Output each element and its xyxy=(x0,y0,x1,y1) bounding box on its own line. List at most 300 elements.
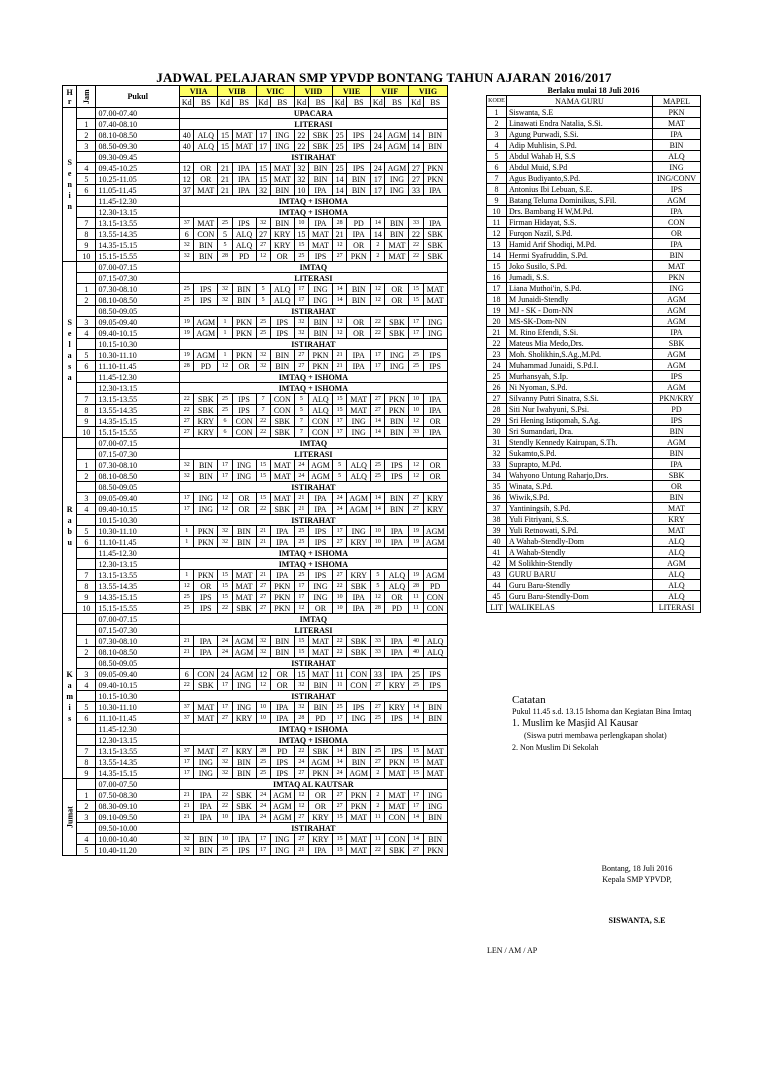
time-cell: 10.15-10.30 xyxy=(96,515,180,526)
teacher-name: GURU BARU xyxy=(507,569,653,580)
subject-cell: CON xyxy=(347,669,371,680)
kd-cell: 32 xyxy=(180,471,194,482)
kd-cell: 22 xyxy=(218,603,232,614)
kd-cell: 25 xyxy=(256,328,270,339)
subject-cell: MAT xyxy=(385,790,409,801)
kd-cell: 10 xyxy=(371,537,385,548)
subject-cell: ING xyxy=(309,581,333,592)
kd-cell: 1 xyxy=(218,328,232,339)
kd-cell: 27 xyxy=(409,163,423,174)
subject-cell: IPS xyxy=(385,471,409,482)
schedule-row xyxy=(63,636,486,647)
teacher-name: Hermi Syafruddin, S.Pd. xyxy=(507,250,653,261)
subject-cell: AGM xyxy=(270,790,294,801)
jam-cell xyxy=(77,548,96,559)
kd-cell: 17 xyxy=(409,801,423,812)
teacher-name: Joko Susilo, S.Pd. xyxy=(507,261,653,272)
kd-cell: 17 xyxy=(256,845,270,856)
kd-cell: 25 xyxy=(332,702,346,713)
teacher-code: 39 xyxy=(487,525,507,536)
kd-cell: 25 xyxy=(180,603,194,614)
subject-cell: BIN xyxy=(194,845,218,856)
time-cell: 11.45-12.30 xyxy=(96,548,180,559)
schedule-row xyxy=(63,262,486,273)
kd-cell: 21 xyxy=(180,647,194,658)
schedule-row xyxy=(63,790,486,801)
schedule-row xyxy=(63,746,486,757)
teacher-name: Abdul Muid, S.Pd xyxy=(507,162,653,173)
teacher-name: Agung Purwadi, S.Si. xyxy=(507,129,653,140)
subject-cell: OR xyxy=(385,284,409,295)
kd-cell: 28 xyxy=(332,218,346,229)
subject-cell: CON xyxy=(232,416,256,427)
schedule-row xyxy=(63,834,486,845)
kd-cell: 22 xyxy=(371,317,385,328)
kd-cell: 17 xyxy=(371,174,385,185)
subject-cell: SBK xyxy=(347,647,371,658)
teacher-row xyxy=(487,305,701,316)
subject-cell: IPA xyxy=(270,526,294,537)
subject-cell: ALQ xyxy=(270,284,294,295)
schedule-row xyxy=(63,130,486,141)
time-cell: 07.30-08.10 xyxy=(96,284,180,295)
kd-cell: 25 xyxy=(409,361,423,372)
notes-line: Pukul 11.45 s.d. 13.15 Ishoma dan Kegiatan Bina Imtaq xyxy=(512,707,692,716)
teacher-name: Wiwik,S.Pd. xyxy=(507,492,653,503)
kd-cell: 19 xyxy=(409,570,423,581)
kd-cell: 27 xyxy=(294,768,308,779)
jam-cell xyxy=(77,625,96,636)
jam-cell: 2 xyxy=(77,130,96,141)
subject-cell: MAT xyxy=(270,471,294,482)
subject-cell: BIN xyxy=(194,240,218,251)
teacher-row xyxy=(487,580,701,591)
kd-cell: 22 xyxy=(409,229,423,240)
teacher-header-row xyxy=(487,96,701,107)
kd-cell: 6 xyxy=(180,229,194,240)
time-cell: 12.30-13.15 xyxy=(96,383,180,394)
subject-cell: SBK xyxy=(385,317,409,328)
subject-cell: ALQ xyxy=(309,405,333,416)
subject-cell: IPA xyxy=(347,350,371,361)
subject-cell: PKN xyxy=(347,251,371,262)
kd-cell: 27 xyxy=(256,229,270,240)
schedule-row xyxy=(63,493,486,504)
subject-cell: ING xyxy=(347,713,371,724)
kd-cell: 15 xyxy=(218,130,232,141)
teacher-code: 40 xyxy=(487,536,507,547)
subject-cell: CON xyxy=(194,229,218,240)
teacher-row xyxy=(487,602,701,613)
kd-cell: 14 xyxy=(332,284,346,295)
kd-cell: 7 xyxy=(256,394,270,405)
kd-cell: 27 xyxy=(332,790,346,801)
kd-cell: 33 xyxy=(371,669,385,680)
subject-cell: SBK xyxy=(423,240,447,251)
teacher-row xyxy=(487,536,701,547)
teacher-row xyxy=(487,525,701,536)
time-cell: 09.40-10.15 xyxy=(96,328,180,339)
teacher-subject: SBK xyxy=(653,338,701,349)
kd-cell: 32 xyxy=(180,240,194,251)
jam-cell: 7 xyxy=(77,570,96,581)
teacher-subject: ALQ xyxy=(653,547,701,558)
subject-cell: BIN xyxy=(270,636,294,647)
teacher-name: Agus Budiyanto,S.Pd. xyxy=(507,173,653,184)
subject-cell: BIN xyxy=(347,746,371,757)
jam-cell xyxy=(77,559,96,570)
kd-cell: 24 xyxy=(371,141,385,152)
kd-cell: 27 xyxy=(256,592,270,603)
schedule-row xyxy=(63,284,486,295)
kd-cell: 21 xyxy=(218,185,232,196)
kd-cell: 17 xyxy=(218,471,232,482)
teacher-subject: ING xyxy=(653,283,701,294)
jam-cell xyxy=(77,482,96,493)
jam-cell xyxy=(77,779,96,790)
subject-cell: PKN xyxy=(347,801,371,812)
kd-header: Kd xyxy=(218,97,232,108)
subject-cell: MAT xyxy=(347,834,371,845)
kd-cell: 25 xyxy=(218,845,232,856)
time-cell: 10.25-11.05 xyxy=(96,174,180,185)
kd-cell: 6 xyxy=(180,669,194,680)
kd-cell: 27 xyxy=(332,537,346,548)
teacher-subject: ALQ xyxy=(653,569,701,580)
day-cell: K a m i s xyxy=(63,614,77,779)
time-cell: 08.50-09.05 xyxy=(96,658,180,669)
teacher-code: 5 xyxy=(487,151,507,162)
kd-cell: 14 xyxy=(409,702,423,713)
schedule-row xyxy=(63,152,486,163)
teacher-code: 21 xyxy=(487,327,507,338)
teacher-code: 11 xyxy=(487,217,507,228)
subject-cell: PD xyxy=(309,713,333,724)
kd-cell: 27 xyxy=(180,427,194,438)
subject-cell: MAT xyxy=(309,636,333,647)
jam-cell: 4 xyxy=(77,328,96,339)
kd-cell: 5 xyxy=(256,295,270,306)
teacher-subject: MAT xyxy=(653,261,701,272)
kd-cell: 5 xyxy=(332,471,346,482)
subject-cell: IPA xyxy=(232,812,256,823)
schedule-row xyxy=(63,779,486,790)
subject-cell: OR xyxy=(309,790,333,801)
teacher-subject: PKN xyxy=(653,107,701,118)
subject-cell: IPA xyxy=(194,647,218,658)
kd-cell: 22 xyxy=(256,416,270,427)
subject-cell: AGM xyxy=(347,493,371,504)
kd-cell: 25 xyxy=(218,405,232,416)
subject-cell: IPA xyxy=(423,394,447,405)
teacher-subject: PD xyxy=(653,404,701,415)
notes xyxy=(512,694,762,754)
subject-cell: KRY xyxy=(270,229,294,240)
time-cell: 10.40-11.20 xyxy=(96,845,180,856)
kd-cell: 22 xyxy=(332,636,346,647)
teacher-code: 10 xyxy=(487,206,507,217)
subject-cell: SBK xyxy=(270,427,294,438)
kd-cell: 27 xyxy=(409,174,423,185)
schedule-row xyxy=(63,438,486,449)
kd-cell: 25 xyxy=(218,218,232,229)
teacher-subject: MAT xyxy=(653,503,701,514)
schedule-row xyxy=(63,768,486,779)
jam-cell: 5 xyxy=(77,702,96,713)
teacher-name: A Wahab-Stendly xyxy=(507,547,653,558)
kd-cell: 2 xyxy=(371,240,385,251)
subject-cell: BIN xyxy=(270,350,294,361)
teacher-code: 19 xyxy=(487,305,507,316)
subject-cell: MAT xyxy=(347,812,371,823)
kd-cell: 24 xyxy=(332,504,346,515)
time-cell: 09.05-09.40 xyxy=(96,493,180,504)
schedule-row xyxy=(63,812,486,823)
time-cell: 10.15-10.30 xyxy=(96,691,180,702)
kd-cell: 32 xyxy=(294,680,308,691)
teacher-code: 3 xyxy=(487,129,507,140)
subject-cell: IPS xyxy=(194,603,218,614)
subject-cell: AGM xyxy=(385,130,409,141)
subject-cell: BIN xyxy=(309,680,333,691)
kd-cell: 40 xyxy=(180,141,194,152)
subject-cell: PD xyxy=(232,251,256,262)
kd-cell: 5 xyxy=(256,284,270,295)
jam-cell: 10 xyxy=(77,251,96,262)
kd-cell: 32 xyxy=(294,163,308,174)
kd-cell: 19 xyxy=(180,350,194,361)
subject-cell: IPS xyxy=(309,570,333,581)
subject-cell: BIN xyxy=(232,284,256,295)
class-header: VIIG xyxy=(409,86,447,97)
kd-cell: 15 xyxy=(409,757,423,768)
subject-cell: IPA xyxy=(194,790,218,801)
schedule-row xyxy=(63,658,486,669)
subject-cell: SBK xyxy=(232,801,256,812)
kd-cell: 12 xyxy=(409,416,423,427)
subject-cell: SBK xyxy=(309,141,333,152)
teacher-name: Adip Muhlisin, S.Pd. xyxy=(507,140,653,151)
kd-cell: 21 xyxy=(180,812,194,823)
kd-cell: 22 xyxy=(332,581,346,592)
kd-cell: 27 xyxy=(409,845,423,856)
kd-cell: 21 xyxy=(256,570,270,581)
time-cell: 07.00-07.40 xyxy=(96,108,180,119)
kd-cell: 10 xyxy=(218,834,232,845)
teacher-name: M Solikhin-Stendly xyxy=(507,558,653,569)
teacher-name: Liana Muthoi'in, S.Pd. xyxy=(507,283,653,294)
teacher-name: Siti Nur Iwahyuni, S.Psi. xyxy=(507,404,653,415)
break-bar: IMTAQ + ISHOMA xyxy=(180,207,448,218)
subject-cell: PKN xyxy=(423,163,447,174)
subject-cell: PD xyxy=(347,218,371,229)
subject-cell: MAT xyxy=(309,240,333,251)
jam-cell: 7 xyxy=(77,218,96,229)
subject-cell: ING xyxy=(347,427,371,438)
kd-cell: 15 xyxy=(256,174,270,185)
jam-cell: 6 xyxy=(77,537,96,548)
kd-cell: 25 xyxy=(294,570,308,581)
teacher-code: 7 xyxy=(487,173,507,184)
subject-cell: AGM xyxy=(270,812,294,823)
teacher-subject: IPA xyxy=(653,239,701,250)
time-cell: 10.30-11.10 xyxy=(96,350,180,361)
jam-cell: 5 xyxy=(77,174,96,185)
kd-cell: 11 xyxy=(332,669,346,680)
kd-cell: 12 xyxy=(332,240,346,251)
break-bar: ISTIRAHAT xyxy=(180,482,448,493)
subject-cell: IPA xyxy=(385,526,409,537)
kd-cell: 15 xyxy=(218,141,232,152)
subject-cell: BIN xyxy=(309,702,333,713)
time-cell: 07.00-07.15 xyxy=(96,614,180,625)
subject-cell: IPS xyxy=(270,317,294,328)
jam-cell: 2 xyxy=(77,801,96,812)
subject-cell: PKN xyxy=(232,317,256,328)
time-cell: 11.05-11.45 xyxy=(96,185,180,196)
subject-cell: IPA xyxy=(347,229,371,240)
schedule-row xyxy=(63,735,486,746)
teacher-row xyxy=(487,426,701,437)
teacher-name: MJ - SK - Dom-NN xyxy=(507,305,653,316)
kd-cell: 27 xyxy=(256,603,270,614)
jam-cell: 1 xyxy=(77,119,96,130)
teacher-subject: KRY xyxy=(653,514,701,525)
subject-cell: IPA xyxy=(309,218,333,229)
teacher-subject: AGM xyxy=(653,305,701,316)
subject-cell: AGM xyxy=(194,350,218,361)
subject-cell: MAT xyxy=(270,460,294,471)
subject-cell: ING xyxy=(232,702,256,713)
schedule-row xyxy=(63,207,486,218)
kd-cell: 25 xyxy=(256,768,270,779)
kd-cell: 10 xyxy=(409,394,423,405)
break-bar: LITERASI xyxy=(180,449,448,460)
teacher-header-row xyxy=(487,85,701,96)
kd-cell: 17 xyxy=(371,350,385,361)
kd-cell: 17 xyxy=(180,493,194,504)
subject-cell: ING xyxy=(309,295,333,306)
time-cell: 08.10-08.50 xyxy=(96,471,180,482)
kd-cell: 17 xyxy=(409,328,423,339)
schedule-row xyxy=(63,471,486,482)
bs-header: BS xyxy=(347,97,371,108)
class-header: VIIC xyxy=(256,86,294,97)
subject-cell: SBK xyxy=(309,746,333,757)
kd-cell: 27 xyxy=(294,812,308,823)
teacher-row xyxy=(487,327,701,338)
teacher-name: Siswanta, S.E xyxy=(507,107,653,118)
time-cell: 12.30-13.15 xyxy=(96,559,180,570)
break-bar: ISTIRAHAT xyxy=(180,823,448,834)
schedule-row xyxy=(63,229,486,240)
bs-header: BS xyxy=(385,97,409,108)
jam-cell: 6 xyxy=(77,185,96,196)
schedule-row xyxy=(63,251,486,262)
kd-cell: 10 xyxy=(332,592,346,603)
kd-cell: 7 xyxy=(256,405,270,416)
jam-cell: 10 xyxy=(77,427,96,438)
pukul-header: Pukul xyxy=(96,86,180,108)
jam-cell: 9 xyxy=(77,240,96,251)
time-cell: 14.35-15.15 xyxy=(96,768,180,779)
time-cell: 07.30-08.10 xyxy=(96,460,180,471)
kd-cell: 32 xyxy=(180,845,194,856)
kd-cell: 2 xyxy=(371,790,385,801)
subject-cell: MAT xyxy=(309,669,333,680)
time-cell: 10.30-11.10 xyxy=(96,702,180,713)
subject-cell: MAT xyxy=(423,768,447,779)
teacher-row xyxy=(487,448,701,459)
teacher-name: Yuli Fitriyani, S.S. xyxy=(507,514,653,525)
subject-cell: PD xyxy=(423,581,447,592)
kd-cell: 27 xyxy=(218,746,232,757)
teacher-subject: ALQ xyxy=(653,580,701,591)
subject-cell: ING xyxy=(194,757,218,768)
kd-cell: 21 xyxy=(256,526,270,537)
subject-cell: MAT xyxy=(423,757,447,768)
class-header: VIIA xyxy=(180,86,218,97)
time-cell: 12.30-13.15 xyxy=(96,207,180,218)
kd-cell: 14 xyxy=(332,174,346,185)
subject-cell: ING xyxy=(194,768,218,779)
teacher-name: MS-SK-Dom-NN xyxy=(507,316,653,327)
teacher-name: Stendly Kennedy Kairupan, S.Th. xyxy=(507,437,653,448)
class-header: VIIE xyxy=(332,86,370,97)
time-cell: 07.40-08.10 xyxy=(96,119,180,130)
kd-cell: 27 xyxy=(294,834,308,845)
schedule-row xyxy=(63,295,486,306)
kd-cell: 33 xyxy=(409,427,423,438)
subject-cell: ING xyxy=(347,526,371,537)
teacher-subject: IPA xyxy=(653,459,701,470)
subject-cell: MAT xyxy=(194,746,218,757)
subject-cell: BIN xyxy=(423,130,447,141)
subject-cell: IPS xyxy=(423,680,447,691)
subject-cell: BIN xyxy=(423,141,447,152)
kd-cell: 37 xyxy=(180,185,194,196)
kd-cell: 5 xyxy=(294,394,308,405)
class-header: VIID xyxy=(294,86,332,97)
schedule-row xyxy=(63,361,486,372)
teacher-name: Hamid Arif Shodiqi, M.Pd. xyxy=(507,239,653,250)
schedule-row xyxy=(63,537,486,548)
kd-cell: 27 xyxy=(371,757,385,768)
kd-cell: 25 xyxy=(371,746,385,757)
teacher-name: Guru Baru-Stendly-Dom xyxy=(507,591,653,602)
kd-cell: 5 xyxy=(332,460,346,471)
kd-cell: 5 xyxy=(371,581,385,592)
teacher-code: 44 xyxy=(487,580,507,591)
break-bar: IMTAQ + ISHOMA xyxy=(180,548,448,559)
schedule-row xyxy=(63,416,486,427)
time-cell: 10.30-11.10 xyxy=(96,526,180,537)
kd-cell: 17 xyxy=(332,427,346,438)
subject-cell: AGM xyxy=(270,801,294,812)
subject-cell: MAT xyxy=(194,218,218,229)
teacher-name: Moh. Sholikhin,S.Ag.,M.Pd. xyxy=(507,349,653,360)
kd-cell: 15 xyxy=(256,163,270,174)
subject-cell: CON xyxy=(309,416,333,427)
teacher-row xyxy=(487,415,701,426)
schedule-row xyxy=(63,317,486,328)
kd-cell: 27 xyxy=(371,702,385,713)
kd-cell: 32 xyxy=(180,834,194,845)
kd-cell: 24 xyxy=(294,757,308,768)
teacher-name: Drs. Bambang H W,M.Pd. xyxy=(507,206,653,217)
subject-cell: BIN xyxy=(347,757,371,768)
teacher-row xyxy=(487,151,701,162)
